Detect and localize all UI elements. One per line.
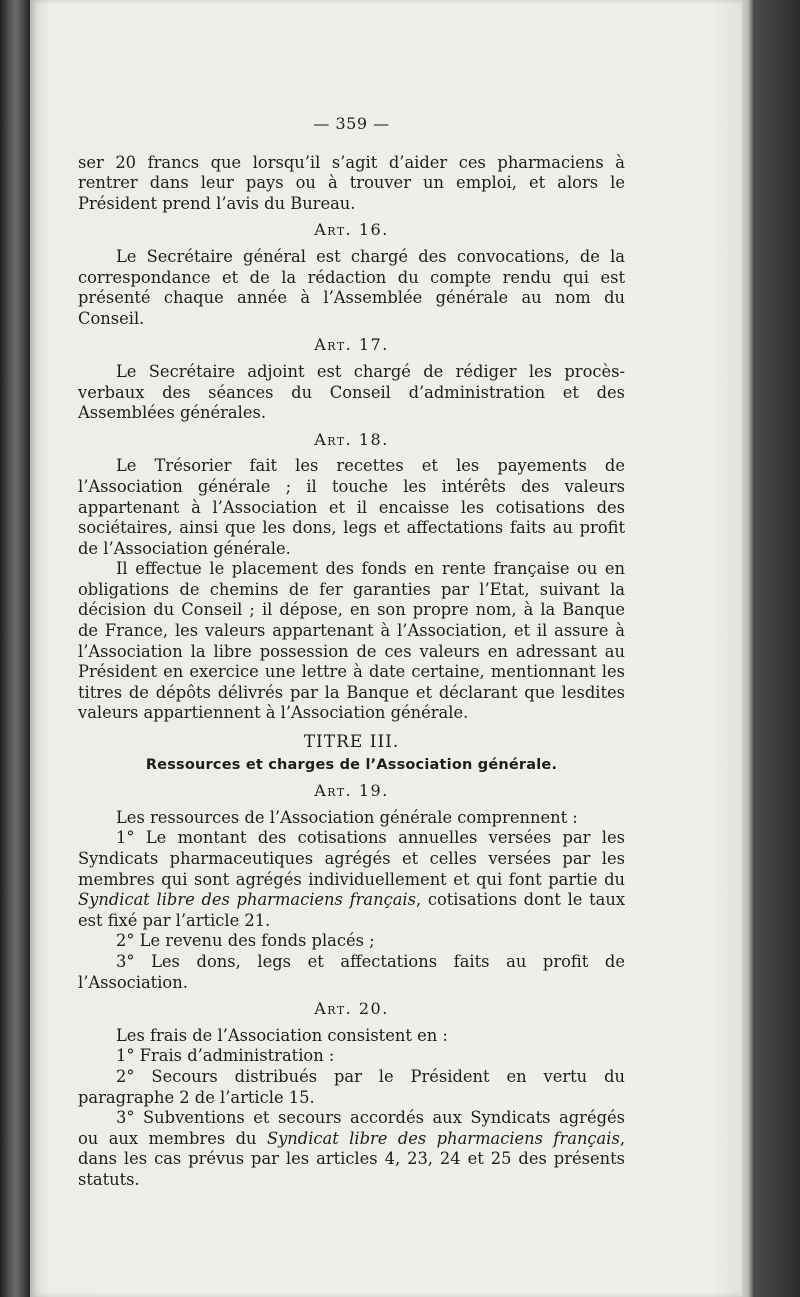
text-run: Le Secrétaire adjoint est chargé de rédiger les procès-verbaux des séances du Conseil d’administration et des Assemblées générales. [78, 361, 625, 423]
text-run: Le Trésorier fait les recettes et les payements de l’Association générale ; il touche les intérêts des valeurs appartenant à l’Association et il encaisse les cotisations des sociétaires, ainsi que les dons, legs et affectations faits au profit de l’Association générale. [78, 456, 625, 558]
page-content [78, 153, 625, 1191]
text-run: 2° Secours distribués par le Président en vertu du paragraphe 2 de l’article 15. [78, 1066, 625, 1107]
paragraph [78, 362, 625, 424]
text-run: Il effectue le placement des fonds en rente française ou en obligations de chemins de fer garanties par l’Etat, suivant la décision du Conseil ; il dépose, en son propre nom, à la Banque de France, les valeurs appartenant à l’Association, et il assure à l’Association la libre possession de ces valeurs en adressant au Président en exercice une lettre à date certaine, mentionnant les titres de dépôts délivrés par la Banque et déclarant que lesdites valeurs appartiennent à l’Association générale. [78, 559, 625, 723]
text-run: Les frais de l’Association consistent en : [116, 1025, 448, 1045]
paragraph [78, 1108, 625, 1190]
article-heading: Art. 18. [314, 429, 389, 449]
italic-text: Syndicat libre des pharmaciens français [266, 1128, 620, 1148]
text-run: 1° Frais d’administration : [116, 1046, 335, 1066]
paragraph [78, 1067, 625, 1108]
text-run: 1° Le montant des cotisations annuelles versées par les Syndicats pharmaceutiques agrégés et celles versées par les membres qui sont agrégés individuellement et qui font partie du [78, 828, 625, 889]
paragraph [78, 1046, 625, 1067]
paragraph [78, 456, 625, 559]
text-run: Le Secrétaire général est chargé des convocations, de la correspondance et de la rédaction du compte rendu qui est présenté chaque année à l’Assemblée générale au nom du Conseil. [78, 246, 625, 328]
text-run: Les ressources de l’Association générale comprennent : [116, 807, 578, 827]
book-spine [0, 0, 30, 1297]
article-heading: Art. 19. [314, 781, 389, 801]
section-heading: Ressources et charges de l’Association générale. [145, 756, 558, 773]
paragraph [78, 1026, 625, 1047]
title-heading: TITRE III. [303, 732, 400, 753]
paragraph [78, 247, 625, 329]
paragraph [78, 931, 625, 952]
text-run: ser 20 francs que lorsqu’il s’agit d’aider ces pharmaciens à rentrer dans leur pays ou à trouver un emploi, et alors le Président prend l’avis du Bureau. [78, 152, 625, 213]
text-run: 2° Le revenu des fonds placés ; [116, 931, 375, 951]
paragraph [78, 153, 625, 215]
paragraph [78, 952, 625, 993]
paragraph [78, 559, 625, 724]
article-heading: Art. 16. [314, 220, 389, 240]
page-text [78, 114, 625, 1191]
text-run: 3° Les dons, legs et affectations faits au profit de l’Association. [78, 951, 625, 992]
page-edge-strip [742, 0, 800, 1297]
text-run: , dans les cas prévus par les articles 4, 23, 24 et 25 des présents statuts. [78, 1128, 626, 1189]
text-run: , cotisations dont le taux est fixé par l’article 21. [78, 890, 626, 930]
article-heading: Art. 20. [314, 999, 389, 1019]
article-heading: Art. 17. [314, 335, 389, 355]
italic-text: Syndicat libre des pharmaciens français [78, 890, 416, 910]
paragraph [78, 808, 625, 829]
page-number: — 359 — [313, 114, 390, 133]
paragraph [78, 828, 625, 931]
text-run: 3° Subventions et secours accordés aux Syndicats agrégés ou aux membres du [78, 1108, 625, 1148]
